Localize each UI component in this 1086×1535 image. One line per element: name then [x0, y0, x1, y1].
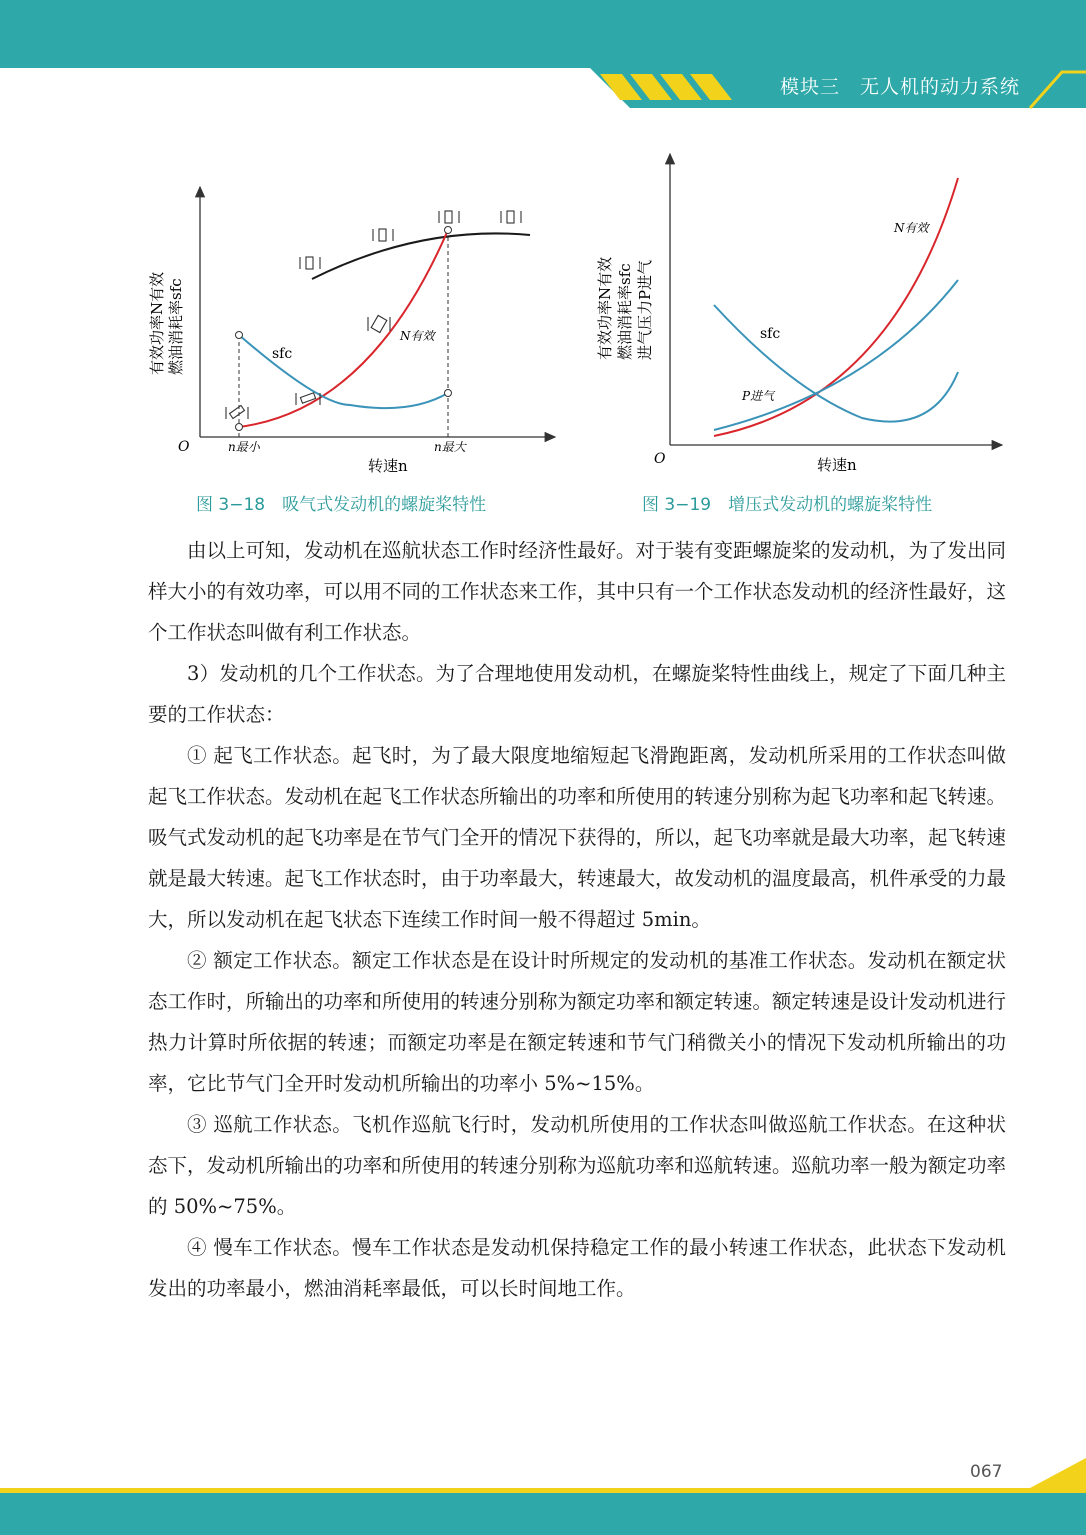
figure-3-18 [150, 175, 570, 480]
throttle-position-icon [501, 211, 521, 223]
origin-label: O [654, 451, 666, 467]
sfc-curve [239, 335, 448, 408]
y-axis-label-line1: 有效功率N有效 [148, 271, 166, 375]
p-intake-curve-label: P进气 [742, 389, 775, 403]
y-axis-label-line1: 有效功率N有效 [596, 256, 614, 360]
figure-3-19-caption: 图 3−19 增压式发动机的螺旋桨特性 [642, 495, 933, 515]
origin-label: O [178, 439, 190, 455]
throttle-position-icon [439, 211, 459, 223]
x-axis-label: 转速n [817, 456, 857, 474]
paragraph: ④ 慢车工作状态。慢车工作状态是发动机保持稳定工作的最小转速工作状态，此状态下发动机发出的功率最小，燃油消耗率最低，可以长时间地工作。 [148, 1236, 1006, 1300]
n-max-lower-point [445, 390, 452, 397]
n-min-label: n最小 [228, 440, 260, 454]
throttle-full-curve [312, 233, 530, 279]
n-effective-curve-label: N有效 [894, 221, 929, 235]
y-axis-label-line2: 燃油消耗率sfc [616, 263, 634, 360]
n-max-upper-point [445, 227, 452, 234]
figure-3-19 [592, 150, 1012, 480]
throttle-position-icon [368, 315, 390, 332]
sfc-curve [714, 305, 958, 422]
sfc-curve-label: sfc [760, 326, 781, 342]
n-min-upper-point [236, 332, 243, 339]
figure-3-18-caption: 图 3−18 吸气式发动机的螺旋桨特性 [196, 495, 487, 515]
paragraph: ① 起飞工作状态。起飞时，为了最大限度地缩短起飞滑跑距离，发动机所采用的工作状态叫做起飞工作状态。发动机在起飞工作状态所输出的功率和所使用的转速分别称为起飞功率和起飞转速。吸气式发动机的起飞功率是在节气门全开的情况下获得的，所以，起飞功率就是最大功率，起飞转速就是最大转速。起飞工作状态时，由于功率最大，转速最大，故发动机的温度最高，机件承受的力最大，所以发动机在起飞状态下连续工作时间一般不得超过 5min。 [148, 744, 1007, 931]
paragraph: 由以上可知，发动机在巡航状态工作时经济性最好。对于装有变距螺旋桨的发动机，为了发出同样大小的有效功率，可以用不同的工作状态来工作，其中只有一个工作状态发动机的经济性最好，这个工作状态叫做有利工作状态。 [148, 539, 1007, 644]
paragraph: ③ 巡航工作状态。飞机作巡航飞行时，发动机所使用的工作状态叫做巡航工作状态。在这种状态下，发动机所输出的功率和所使用的转速分别称为巡航功率和巡航转速。巡航功率一般为额定功率的 50%~75%。 [148, 1113, 1007, 1218]
y-axis-label-line3: 进气压力P进气 [636, 259, 654, 360]
n-effective-curve-label: N有效 [400, 329, 435, 343]
paragraph: ② 额定工作状态。额定工作状态是在设计时所规定的发动机的基准工作状态。发动机在额定状态工作时，所输出的功率和所使用的转速分别称为额定功率和额定转速。额定转速是设计发动机进行热力计算时所依据的转速；而额定功率是在额定转速和节气门稍微关小的情况下发动机所输出的功率，它比节气门全开时发动机所输出的功率小 5%~15%。 [148, 949, 1007, 1095]
module-title: 模块三 无人机的动力系统 [780, 76, 1021, 98]
n-min-lower-point [236, 424, 243, 431]
y-axis-label-line2: 燃油消耗率sfc [167, 278, 185, 375]
page-number: 067 [970, 1462, 1003, 1482]
throttle-position-icon [300, 257, 320, 269]
footer-band [0, 1488, 1086, 1535]
p-intake-curve [714, 280, 958, 430]
throttle-position-icon [226, 406, 248, 419]
x-axis-label: 转速n [368, 457, 408, 475]
body-text [148, 530, 1006, 1309]
sfc-curve-label: sfc [272, 346, 293, 362]
throttle-position-icon [373, 229, 393, 241]
n-max-label: n最大 [434, 440, 466, 454]
paragraph: 3）发动机的几个工作状态。为了合理地使用发动机，在螺旋桨特性曲线上，规定了下面几种主要的工作状态： [148, 662, 1006, 726]
